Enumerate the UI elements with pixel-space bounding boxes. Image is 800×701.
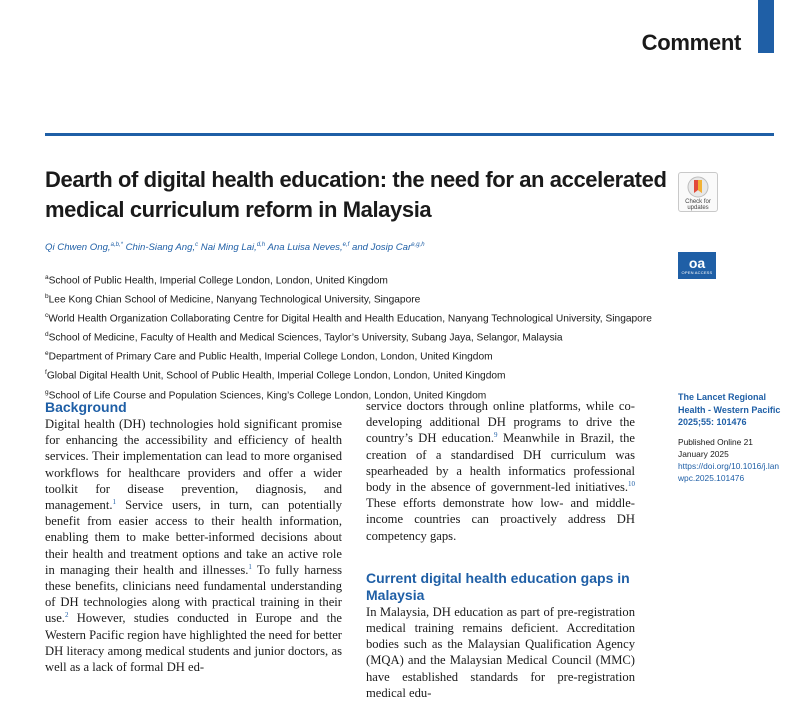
section-label: Comment xyxy=(641,30,741,55)
oa-sublabel: OPEN ACCESS xyxy=(681,269,713,275)
affiliation-item xyxy=(45,289,685,308)
affiliation-list xyxy=(45,270,685,404)
author-name[interactable]: Nai Ming Lai, xyxy=(200,242,257,254)
affiliation-marker: a xyxy=(45,274,49,281)
affiliation-text: Lee Kong Chian School of Medicine, Nanyang Technological University, Singapore xyxy=(48,294,421,306)
author-name[interactable]: Qi Chwen Ong, xyxy=(45,242,111,254)
gaps-heading: Current digital health education gaps in Malaysia xyxy=(366,569,630,603)
header-rule xyxy=(45,133,774,136)
reference-link[interactable]: 2 xyxy=(64,611,69,620)
left-column xyxy=(45,399,342,675)
affiliation-text: School of Medicine, Faculty of Health and Medical Sciences, Taylor’s University, Subang Jaya, Selangor, Malaysia xyxy=(48,332,563,344)
text-run: service doctors through online platforms, while co-developing additional DH programs to drive the country’s DH education. xyxy=(366,399,635,446)
affiliation-item xyxy=(45,308,685,327)
reference-link[interactable]: 1 xyxy=(112,497,116,506)
text-run: These efforts demonstrate how low- and middle-income countries can proactively address DH competency gaps. xyxy=(366,496,635,543)
gaps-paragraph: In Malaysia, DH education as part of pre-registration medical training remains deficient. Accreditation bodies such as the Malaysian Qualification Agency (MQA) and the Malaysian Medical Council (MMC) have established standards for pre-registration medical edu- xyxy=(366,604,635,700)
affiliation-item xyxy=(45,327,685,346)
author-name[interactable]: and Josip Car xyxy=(352,242,412,254)
middle-paragraph xyxy=(366,398,635,544)
accent-bar xyxy=(758,0,774,53)
check-for-updates-badge[interactable] xyxy=(678,172,718,212)
affiliation-text: World Health Organization Collaborating Centre for Digital Health and Health Education, Nanyang Technological University, Singapore xyxy=(48,313,652,325)
author-name[interactable]: Ana Luisa Neves, xyxy=(267,242,343,254)
published-date: Published Online 21 January 2025 xyxy=(678,436,753,459)
middle-column xyxy=(366,398,635,701)
affiliation-text: Department of Primary Care and Public Health, Imperial College London, London, United Kingdom xyxy=(48,351,493,363)
author-affiliation-marker: c xyxy=(195,242,199,248)
affiliation-marker: d xyxy=(45,331,49,339)
author-affiliation-marker: d,h xyxy=(256,242,266,248)
text-run: Service users, in turn, can potentially benefit from easier access to their health information, enabling them to make better-informed decisions about their health and treatment options and take an active role in managing their health and illnesses. xyxy=(45,498,342,577)
affiliation-text: Global Digital Health Unit, School of Public Health, Imperial College London, London, United Kingdom xyxy=(46,370,506,382)
affiliation-marker: e xyxy=(45,350,49,358)
reference-link[interactable]: 10 xyxy=(628,479,635,488)
author-list xyxy=(45,242,665,253)
author-affiliation-marker: e,f xyxy=(342,242,350,248)
journal-citation: The Lancet Regional Health - Western Pacific 2025;55: 101476 xyxy=(678,392,781,428)
article-title: Dearth of digital health education: the need for an accelerated medical curriculum reform in Malaysia xyxy=(45,167,667,222)
affiliation-item xyxy=(45,270,685,289)
affiliation-text: School of Life Course and Population Sciences, King’s College London, London, United Kingdom xyxy=(48,389,487,401)
author-affiliation-marker: a,b,* xyxy=(110,242,123,248)
affiliation-marker: f xyxy=(45,369,47,377)
affiliation-marker: c xyxy=(45,312,49,320)
doi-link[interactable]: https://doi.org/10.1016/j.lanwpc.2025.101476 xyxy=(678,460,780,484)
background-heading: Background xyxy=(45,399,127,415)
text-run: However, studies conducted in Europe and the Western Pacific region have highlighted the need for better DH literacy among medical students and junior doctors, as well as a lack of formal DH ed- xyxy=(45,611,342,675)
author-name[interactable]: Chin-Siang Ang, xyxy=(125,242,196,254)
affiliation-marker: g xyxy=(45,388,49,396)
bookmark-ribbon-icon xyxy=(686,176,710,198)
oa-logo-text: oa xyxy=(688,254,706,271)
article-metadata xyxy=(678,391,783,485)
check-for-updates-label: Check for updates xyxy=(685,199,711,211)
affiliation-text: School of Public Health, Imperial College London, London, United Kingdom xyxy=(48,275,388,287)
reference-link[interactable]: 1 xyxy=(248,562,252,571)
reference-link[interactable]: 9 xyxy=(494,431,498,440)
affiliation-marker: b xyxy=(45,293,49,301)
text-run: To fully harness these benefits, clinicians need fundamental understanding of DH technologies along with practical training in their use. xyxy=(45,562,342,626)
text-run: Digital health (DH) technologies hold significant promise for enhancing the accessibility and efficiency of health services. Their implementation can lead to more organised workflows for healthcare providers and offer a wider toolkit for disease prevention, diagnosis, and management. xyxy=(45,417,342,513)
author-affiliation-marker: e,g,h xyxy=(411,242,425,248)
background-paragraph xyxy=(45,416,342,675)
affiliation-item xyxy=(45,365,685,384)
text-run: Meanwhile in Brazil, the creation of a standardised DH curriculum was spearheaded by a health informatics professional body in the absence of government-led initiatives. xyxy=(366,431,635,495)
affiliation-item xyxy=(45,346,685,365)
